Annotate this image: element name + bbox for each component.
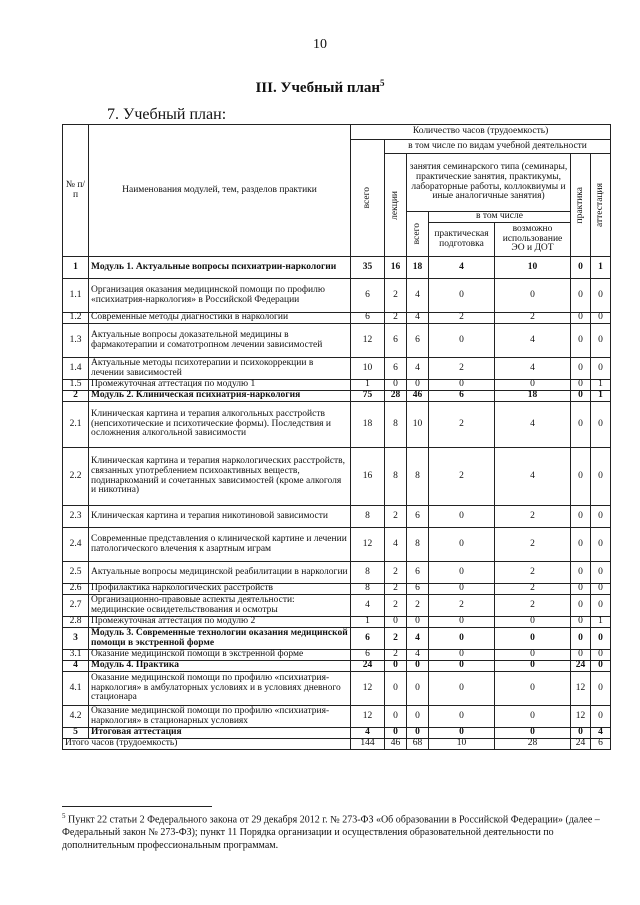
cell-name: Организация оказания медицинской помощи по профилю «психиатрия-наркология» в Российской Федерации [89,279,351,313]
total-label: Итого часов (трудоемкость) [63,739,351,750]
cell-total: 1 [351,617,385,628]
cell-name: Современные методы диагностики в наркологии [89,313,351,324]
cell-sem-total: 18 [407,257,429,279]
cell-total: 1 [351,380,385,391]
cell-att: 0 [591,324,611,358]
cell-num: 1.1 [63,279,89,313]
cell-practical: 0 [429,728,495,739]
header-by-type: в том числе по видам учебной деятельности [385,140,611,154]
cell-eo: 2 [495,562,571,584]
cell-practice: 0 [571,380,591,391]
cell-name: Модуль 3. Современные технологии оказания медицинской помощи в экстренной форме [89,628,351,650]
cell-lectures: 2 [385,562,407,584]
section-title-text: III. Учебный план [255,80,381,96]
cell-lectures: 0 [385,706,407,728]
footnote [62,812,612,852]
cell-practical: 2 [429,313,495,324]
cell-total: 12 [351,672,385,706]
table-row [63,313,611,324]
cell-eo: 0 [495,617,571,628]
cell-sem-total: 6 [407,562,429,584]
cell-eo: 2 [495,584,571,595]
table-row [63,628,611,650]
table-row [63,584,611,595]
cell-att: 0 [591,706,611,728]
table-row [63,595,611,617]
cell-total: 12 [351,706,385,728]
cell-sem-total: 4 [407,313,429,324]
cell-name: Итоговая аттестация [89,728,351,739]
cell-name: Промежуточная аттестация по модулю 2 [89,617,351,628]
cell-practice: 0 [571,257,591,279]
header-practice [571,154,591,257]
cell-lectures: 16 [385,257,407,279]
cell-att: 0 [591,358,611,380]
cell-practice: 0 [571,650,591,661]
cell-att: 0 [591,584,611,595]
cell-lectures: 2 [385,279,407,313]
cell-total: 8 [351,506,385,528]
header-seminars-total-text: всего [411,223,422,245]
cell-sem-total: 0 [407,728,429,739]
cell-num: 4 [63,661,89,672]
cell-eo: 2 [495,595,571,617]
plan-heading: 7. Учебный план: [107,106,227,123]
cell-sem-total: 0 [407,672,429,706]
cell-sem-total: 4 [407,650,429,661]
cell-lectures: 0 [385,672,407,706]
cell-practical: 2 [429,402,495,448]
cell-eo: 4 [495,448,571,506]
cell-total: 12 [351,528,385,562]
cell-lectures: 28 [385,391,407,402]
table-row [63,528,611,562]
cell-sem-total: 0 [407,706,429,728]
cell-lectures: 6 [385,358,407,380]
cell-sem-total: 8 [407,448,429,506]
cell-name: Модуль 4. Практика [89,661,351,672]
cell-practice: 0 [571,391,591,402]
cell-att: 0 [591,661,611,672]
cell-practice: 0 [571,358,591,380]
cell-practical: 0 [429,380,495,391]
cell-practical: 4 [429,257,495,279]
cell-num: 2.5 [63,562,89,584]
cell-eo: 4 [495,402,571,448]
cell-num: 1 [63,257,89,279]
header-seminars: занятия семинарского типа (семинары, практические занятия, практикумы, лабораторные работы, коллоквиумы и иные аналогичные занятия) [407,154,571,212]
header-practical-training: практическая подготовка [429,223,495,257]
cell-practical: 0 [429,584,495,595]
total-sem: 68 [407,739,429,750]
cell-lectures: 4 [385,528,407,562]
cell-num: 4.2 [63,706,89,728]
header-num: № п/п [63,125,89,257]
footnote-text: Пункт 22 статьи 2 Федерального закона от 29 декабря 2012 г. № 273-ФЗ «Об образовании в Российской Федерации» (далее – Федеральный закон № 273-ФЗ); пункт 11 Порядка организации и осуществления образовательной деятельности по дополнительным профессиональным программам. [62,814,600,852]
total-eo: 28 [495,739,571,750]
cell-practical: 0 [429,324,495,358]
cell-num: 2.8 [63,617,89,628]
cell-practical: 0 [429,650,495,661]
cell-eo: 18 [495,391,571,402]
cell-total: 8 [351,584,385,595]
cell-num: 2.1 [63,402,89,448]
cell-num: 2.2 [63,448,89,506]
header-total [351,140,385,257]
cell-name: Клиническая картина и терапия никотиновой зависимости [89,506,351,528]
cell-eo: 0 [495,706,571,728]
cell-practice: 0 [571,448,591,506]
cell-practice: 0 [571,728,591,739]
cell-att: 1 [591,391,611,402]
cell-lectures: 0 [385,661,407,672]
cell-att: 0 [591,650,611,661]
cell-practical: 0 [429,706,495,728]
cell-name: Оказание медицинской помощи по профилю «психиатрия-наркология» в амбулаторных условиях и в условиях дневного стационара [89,672,351,706]
cell-sem-total: 0 [407,661,429,672]
table-row [63,672,611,706]
cell-practice: 0 [571,324,591,358]
cell-att: 0 [591,313,611,324]
cell-sem-total: 2 [407,595,429,617]
cell-practice: 0 [571,595,591,617]
cell-att: 0 [591,506,611,528]
cell-practical: 0 [429,672,495,706]
cell-practice: 24 [571,661,591,672]
cell-total: 8 [351,562,385,584]
cell-att: 0 [591,279,611,313]
cell-eo: 4 [495,358,571,380]
cell-total: 6 [351,279,385,313]
cell-practice: 0 [571,279,591,313]
cell-name: Организационно-правовые аспекты деятельности: медицинские освидетельствования и осмотры [89,595,351,617]
cell-sem-total: 46 [407,391,429,402]
total-lectures: 46 [385,739,407,750]
table-row [63,706,611,728]
cell-name: Промежуточная аттестация по модулю 1 [89,380,351,391]
curriculum-table [62,124,611,750]
cell-att: 0 [591,672,611,706]
cell-att: 1 [591,380,611,391]
cell-practical: 0 [429,628,495,650]
table-row [63,650,611,661]
header-attestation-text: аттестация [594,183,605,227]
cell-name: Актуальные методы психотерапии и психокоррекции в лечении зависимостей [89,358,351,380]
cell-lectures: 2 [385,595,407,617]
cell-eo: 2 [495,528,571,562]
total-att: 6 [591,739,611,750]
cell-sem-total: 4 [407,628,429,650]
cell-total: 75 [351,391,385,402]
cell-lectures: 8 [385,448,407,506]
cell-practical: 0 [429,279,495,313]
cell-name: Профилактика наркологических расстройств [89,584,351,595]
total-total: 144 [351,739,385,750]
cell-num: 3 [63,628,89,650]
cell-name: Модуль 2. Клиническая психиатрия-наркология [89,391,351,402]
header-lectures [385,154,407,257]
cell-num: 3.1 [63,650,89,661]
cell-eo: 4 [495,324,571,358]
total-practical: 10 [429,739,495,750]
header-name: Наименования модулей, тем, разделов практики [89,125,351,257]
cell-practice: 0 [571,562,591,584]
header-total-text: всего [361,187,372,209]
cell-name: Клиническая картина и терапия наркологических расстройств, связанных употреблением психоактивных веществ, подинаркоманий и сочетанных зависимостей (кроме алкоголя и никотина) [89,448,351,506]
header-incl: в том числе [429,212,571,223]
cell-lectures: 2 [385,584,407,595]
footnote-ref: 5 [380,78,385,88]
cell-practice: 0 [571,313,591,324]
cell-lectures: 0 [385,617,407,628]
cell-num: 4.1 [63,672,89,706]
cell-total: 4 [351,595,385,617]
cell-lectures: 6 [385,324,407,358]
cell-num: 1.4 [63,358,89,380]
cell-practice: 12 [571,672,591,706]
cell-total: 6 [351,628,385,650]
cell-practice: 0 [571,402,591,448]
cell-practice: 0 [571,628,591,650]
table-row [63,448,611,506]
cell-practice: 0 [571,528,591,562]
cell-num: 5 [63,728,89,739]
cell-sem-total: 4 [407,358,429,380]
table-row [63,562,611,584]
cell-num: 1.2 [63,313,89,324]
cell-sem-total: 0 [407,617,429,628]
cell-sem-total: 10 [407,402,429,448]
cell-att: 0 [591,448,611,506]
table-row [63,391,611,402]
cell-sem-total: 4 [407,279,429,313]
cell-total: 18 [351,402,385,448]
cell-eo: 0 [495,661,571,672]
page-number: 10 [313,37,327,52]
cell-practical: 0 [429,617,495,628]
header-hours: Количество часов (трудоемкость) [351,125,611,140]
cell-practical: 2 [429,448,495,506]
cell-eo: 0 [495,279,571,313]
cell-practical: 0 [429,506,495,528]
cell-att: 0 [591,595,611,617]
cell-name: Оказание медицинской помощи в экстренной форме [89,650,351,661]
cell-att: 0 [591,628,611,650]
cell-practical: 2 [429,358,495,380]
total-practice: 24 [571,739,591,750]
table-row [63,506,611,528]
cell-lectures: 2 [385,628,407,650]
cell-lectures: 2 [385,313,407,324]
table-row [63,279,611,313]
cell-practical: 2 [429,595,495,617]
cell-num: 1.5 [63,380,89,391]
table-row [63,617,611,628]
cell-eo: 2 [495,313,571,324]
cell-practical: 0 [429,528,495,562]
cell-name: Актуальные вопросы медицинской реабилитации в наркологии [89,562,351,584]
cell-eo: 0 [495,628,571,650]
table-row [63,728,611,739]
cell-lectures: 2 [385,506,407,528]
cell-practice: 12 [571,706,591,728]
cell-num: 2.6 [63,584,89,595]
cell-total: 10 [351,358,385,380]
total-row [63,739,611,750]
table-row [63,380,611,391]
cell-name: Актуальные вопросы доказательной медицины в фармакотерапии и соматотропном лечении зависимостей [89,324,351,358]
footnote-divider [62,806,212,807]
cell-num: 2.3 [63,506,89,528]
cell-eo: 10 [495,257,571,279]
cell-att: 4 [591,728,611,739]
cell-total: 6 [351,650,385,661]
cell-sem-total: 8 [407,528,429,562]
header-seminars-total [407,212,429,257]
cell-name: Модуль 1. Актуальные вопросы психиатрии-наркологии [89,257,351,279]
header-lectures-text: лекции [389,190,400,220]
cell-num: 2 [63,391,89,402]
cell-num: 1.3 [63,324,89,358]
cell-total: 6 [351,313,385,324]
footnote-mark: 5 [62,812,66,820]
cell-eo: 0 [495,650,571,661]
header-practice-text: практика [574,186,585,224]
cell-practical: 6 [429,391,495,402]
cell-practical: 0 [429,562,495,584]
cell-practice: 0 [571,584,591,595]
cell-sem-total: 6 [407,324,429,358]
cell-att: 0 [591,562,611,584]
cell-lectures: 0 [385,728,407,739]
table-row [63,324,611,358]
table-body [63,257,611,739]
table-row [63,661,611,672]
section-title [0,78,640,97]
cell-total: 24 [351,661,385,672]
table-row [63,402,611,448]
cell-total: 4 [351,728,385,739]
header-attestation [591,154,611,257]
cell-practice: 0 [571,506,591,528]
cell-num: 2.4 [63,528,89,562]
cell-sem-total: 0 [407,380,429,391]
cell-att: 0 [591,528,611,562]
cell-eo: 0 [495,672,571,706]
cell-att: 0 [591,402,611,448]
cell-total: 16 [351,448,385,506]
cell-eo: 0 [495,728,571,739]
cell-sem-total: 6 [407,584,429,595]
cell-total: 12 [351,324,385,358]
cell-att: 1 [591,617,611,628]
table-row [63,358,611,380]
cell-lectures: 8 [385,402,407,448]
table-row [63,257,611,279]
cell-total: 35 [351,257,385,279]
cell-name: Современные представления о клинической картине и лечении патологического влечения к азартным играм [89,528,351,562]
cell-practice: 0 [571,617,591,628]
cell-name: Клиническая картина и терапия алкогольных расстройств (непсихотические и психотические формы). Последствия и осложнения алкогольной зависимости [89,402,351,448]
cell-lectures: 2 [385,650,407,661]
cell-eo: 0 [495,380,571,391]
cell-name: Оказание медицинской помощи по профилю «психиатрия-наркология» в стационарных условиях [89,706,351,728]
cell-practical: 0 [429,661,495,672]
cell-eo: 2 [495,506,571,528]
cell-num: 2.7 [63,595,89,617]
header-eo-dot: возможно использование ЭО и ДОТ [495,223,571,257]
cell-att: 1 [591,257,611,279]
cell-lectures: 0 [385,380,407,391]
cell-sem-total: 6 [407,506,429,528]
